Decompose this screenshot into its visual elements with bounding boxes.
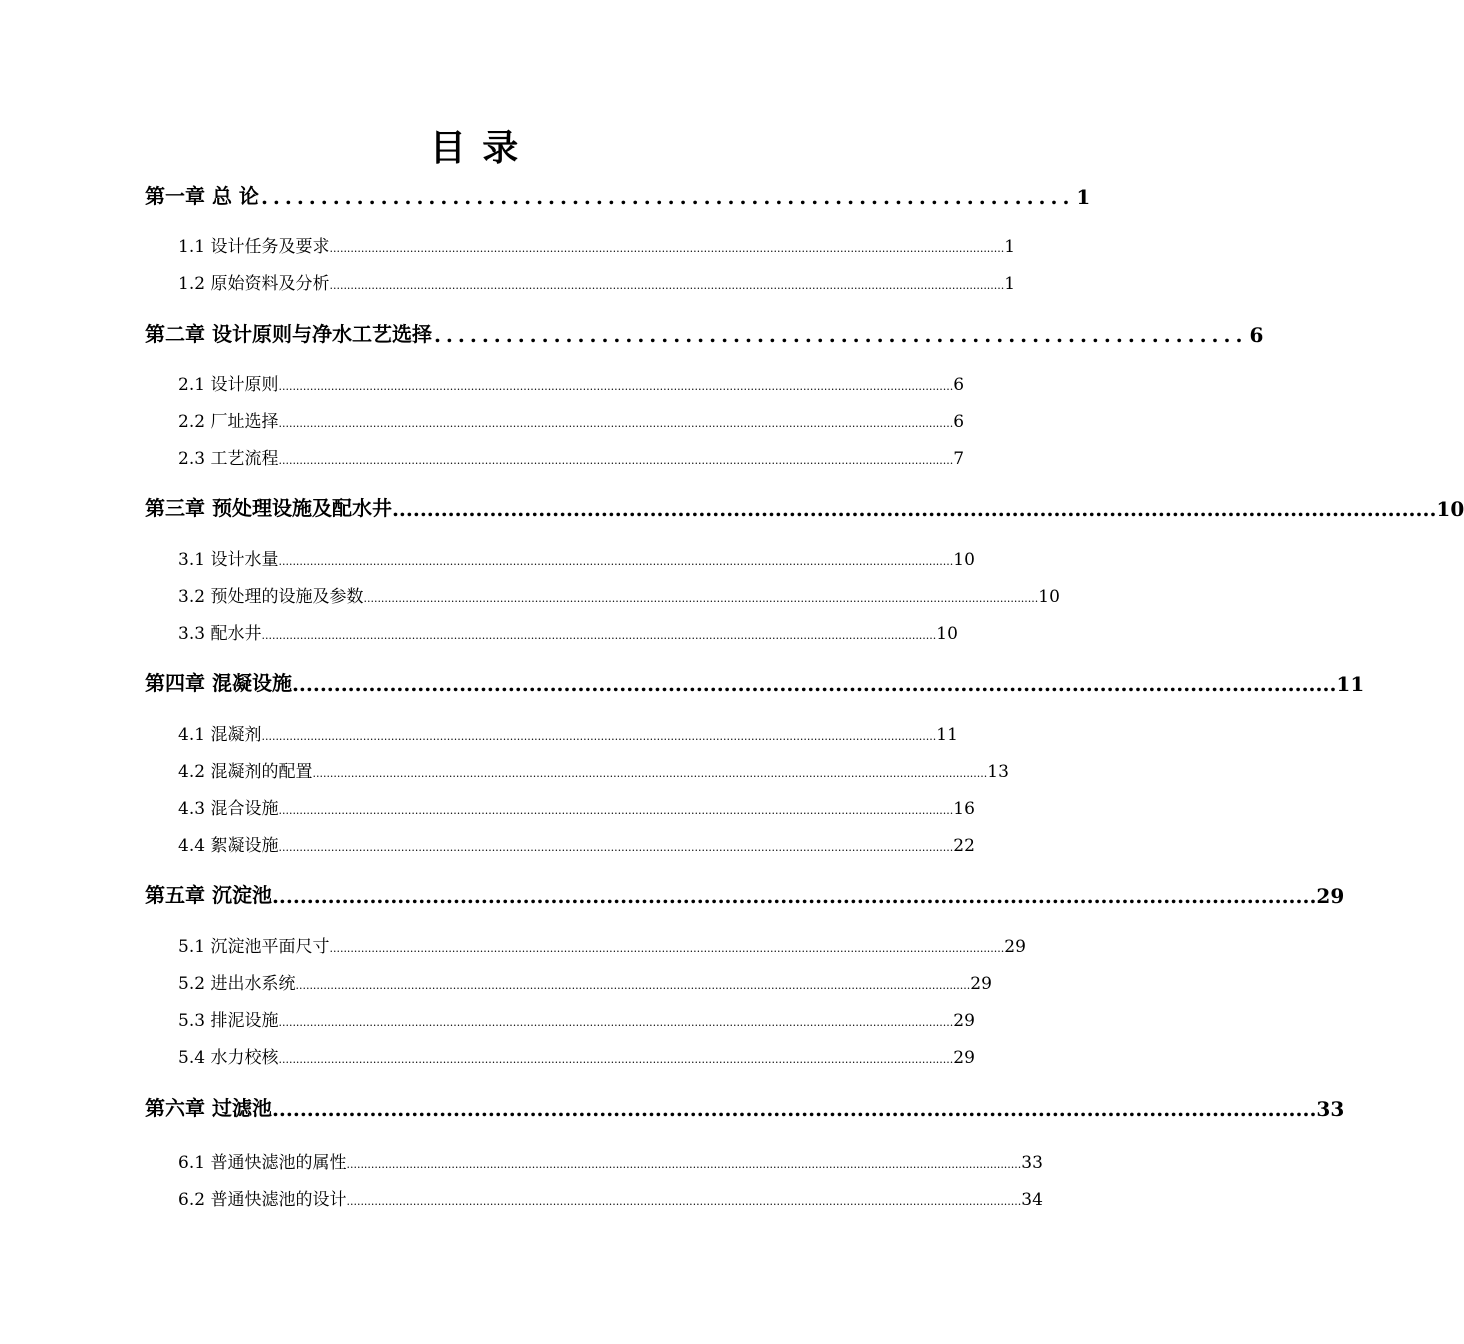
section-label: 2.3 工艺流程 (178, 449, 279, 469)
section-page-number: 29 (953, 1011, 975, 1031)
chapter-label: 第一章 总 论 (145, 184, 259, 208)
chapter-label: 第三章 预处理设施及配水井 (145, 496, 392, 520)
section-page-number: 29 (1004, 937, 1026, 957)
section-label: 4.4 絮凝设施 (178, 836, 279, 856)
section-label: 5.3 排泥设施 (178, 1011, 279, 1031)
section-label: 6.1 普通快滤池的属性 (178, 1153, 347, 1173)
section-page-number: 6 (953, 412, 965, 432)
dot-leader: ................................................................................................................................................................................................. (261, 629, 937, 642)
toc-section[interactable] (178, 1043, 975, 1068)
section-label: 3.1 设计水量 (178, 550, 279, 570)
section-page-number: 29 (953, 1048, 975, 1068)
dot-leader: ...................................................................................................................................................... (271, 884, 1317, 908)
dot-leader: ................................................................................................................................................................................................. (329, 279, 1005, 292)
dot-leader: ................................................................................................................................................................................................. (346, 1195, 1022, 1208)
dot-leader: ................................................................................................................................................................................................. (261, 730, 937, 743)
dot-leader: ................................................................................................................................................................................................. (278, 417, 954, 430)
section-page-number: 10 (936, 624, 958, 644)
section-label: 5.4 水力校核 (178, 1048, 279, 1068)
chapter-label: 第二章 设计原则与净水工艺选择 (145, 322, 432, 346)
toc-chapter[interactable] (145, 180, 1091, 209)
dot-leader: ................................................................................................................................................................................................. (278, 1016, 954, 1029)
toc-section[interactable] (178, 582, 1060, 607)
toc-section[interactable] (178, 932, 1026, 957)
toc-chapter[interactable] (145, 318, 1264, 347)
dot-leader: ................................................................................................................................................................................................. (329, 242, 1005, 255)
section-label: 3.3 配水井 (178, 624, 262, 644)
toc-section[interactable] (178, 1148, 1043, 1173)
chapter-page-number: 29 (1316, 884, 1345, 908)
toc-section[interactable] (178, 619, 958, 644)
section-page-number: 1 (1004, 237, 1016, 257)
toc-section[interactable] (178, 794, 975, 819)
dot-leader: ...................................................................................................................................................... (291, 672, 1337, 696)
chapter-label: 第六章 过滤池 (145, 1096, 272, 1120)
toc-section[interactable] (178, 1006, 975, 1031)
chapter-page-number: 33 (1316, 1097, 1345, 1121)
dot-leader: ................................................................................................................................................................................................. (278, 380, 954, 393)
section-page-number: 6 (953, 375, 965, 395)
section-label: 1.1 设计任务及要求 (178, 237, 330, 257)
toc-section[interactable] (178, 831, 975, 856)
toc-section[interactable] (178, 545, 975, 570)
dot-leader: ................................................................................................................................................................................................. (312, 767, 988, 780)
section-label: 2.2 厂址选择 (178, 412, 279, 432)
section-page-number: 13 (987, 762, 1009, 782)
dot-leader: ................................................................................................................................................................................................. (346, 1158, 1022, 1171)
toc-section[interactable] (178, 370, 965, 395)
dot-leader: ................................................................................................................................................................................................. (278, 841, 954, 854)
dot-leader: .................................................................... (433, 323, 1248, 347)
toc-section[interactable] (178, 232, 1016, 257)
section-label: 5.2 进出水系统 (178, 974, 296, 994)
dot-leader: ...................................................................................................................................................... (391, 497, 1437, 521)
section-page-number: 10 (953, 550, 975, 570)
section-label: 4.3 混合设施 (178, 799, 279, 819)
section-page-number: 7 (953, 449, 965, 469)
chapter-page-number: 10 (1436, 497, 1464, 521)
toc-section[interactable] (178, 269, 1016, 294)
section-page-number: 29 (970, 974, 992, 994)
dot-leader: .................................................................... (260, 185, 1075, 209)
toc-section[interactable] (178, 407, 965, 432)
toc-chapter[interactable] (145, 492, 1464, 521)
dot-leader: ...................................................................................................................................................... (271, 1097, 1317, 1121)
section-page-number: 16 (953, 799, 975, 819)
section-page-number: 10 (1038, 587, 1060, 607)
section-label: 5.1 沉淀池平面尺寸 (178, 937, 330, 957)
toc-section[interactable] (178, 757, 1009, 782)
section-label: 3.2 预处理的设施及参数 (178, 587, 364, 607)
toc-chapter[interactable] (145, 1092, 1345, 1121)
chapter-label: 第四章 混凝设施 (145, 671, 292, 695)
section-label: 4.2 混凝剂的配置 (178, 762, 313, 782)
dot-leader: ................................................................................................................................................................................................. (278, 555, 954, 568)
section-label: 1.2 原始资料及分析 (178, 274, 330, 294)
toc-chapter[interactable] (145, 667, 1365, 696)
chapter-page-number: 6 (1249, 323, 1264, 347)
dot-leader: ................................................................................................................................................................................................. (295, 979, 971, 992)
dot-leader: ................................................................................................................................................................................................. (278, 454, 954, 467)
chapter-label: 第五章 沉淀池 (145, 883, 272, 907)
toc-title: 目 录 (429, 127, 521, 169)
toc-section[interactable] (178, 444, 965, 469)
section-page-number: 34 (1021, 1190, 1043, 1210)
section-label: 4.1 混凝剂 (178, 725, 262, 745)
section-label: 2.1 设计原则 (178, 375, 279, 395)
toc-section[interactable] (178, 720, 958, 745)
chapter-page-number: 1 (1076, 185, 1091, 209)
dot-leader: ................................................................................................................................................................................................. (329, 942, 1005, 955)
dot-leader: ................................................................................................................................................................................................. (363, 592, 1039, 605)
section-page-number: 22 (953, 836, 975, 856)
section-page-number: 1 (1004, 274, 1016, 294)
toc-section[interactable] (178, 1185, 1043, 1210)
toc-chapter[interactable] (145, 879, 1345, 908)
dot-leader: ................................................................................................................................................................................................. (278, 1053, 954, 1066)
section-label: 6.2 普通快滤池的设计 (178, 1190, 347, 1210)
toc-section[interactable] (178, 969, 992, 994)
section-page-number: 11 (936, 725, 958, 745)
dot-leader: ................................................................................................................................................................................................. (278, 804, 954, 817)
chapter-page-number: 11 (1336, 672, 1365, 696)
section-page-number: 33 (1021, 1153, 1043, 1173)
